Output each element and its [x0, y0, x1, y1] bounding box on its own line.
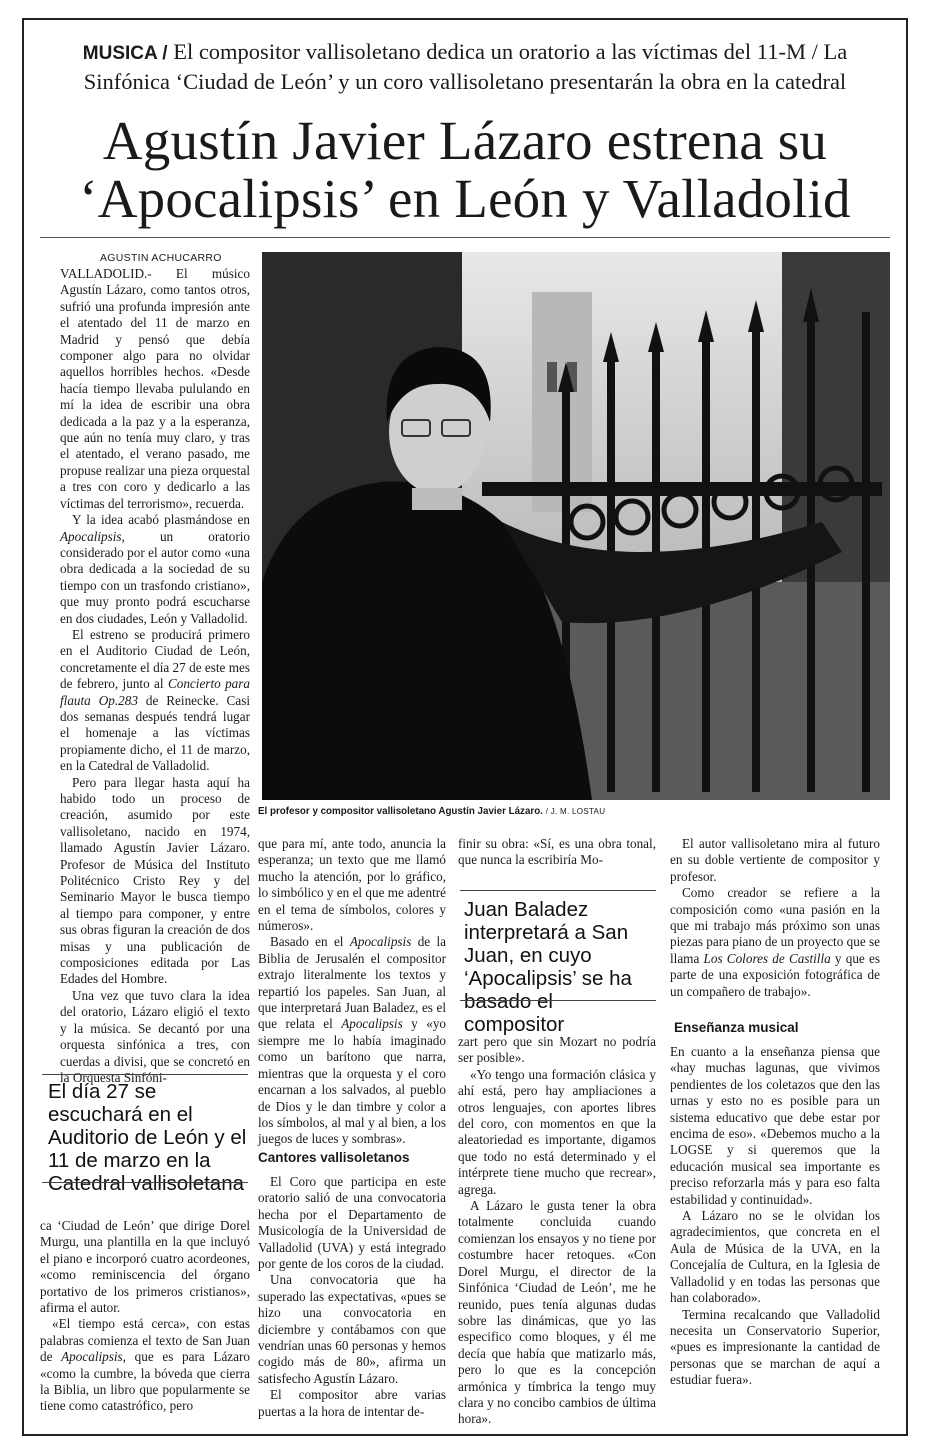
paragraph: El compositor abre varias puertas a la hora de intentar de-	[258, 1387, 446, 1419]
column-4-top	[670, 836, 880, 1000]
paragraph: VALLADOLID.- El músico Agustín Lázaro, como tantos otros, sufrió una profunda impresión ante el atentado del 11 de marzo en Madrid y pensó que debía componer algo para no olvidar aquellos horribles hechos. «Desde hacía tiempo llevaba pululando en mí la idea de escribir una obra dedicada a la paz y a la esperanza, que aún no tenía muy claro, y tras el atentado, el verano pasado, me propuse realizar una pieza orquestal a tres con coro y dedicarlo a las víctimas del terrorismo», recuerda.	[60, 266, 250, 511]
column-2-lower	[258, 1174, 446, 1420]
pullquote-rule-top	[42, 1074, 248, 1075]
paragraph: Pero para llegar hasta aquí ha habido todo un proceso de creación, asumido por este vallisoletano, nacido en 1974, llamado Agustín Javier Lázaro. Profesor de Música del Instituto Politécnico Cristo Rey y del Seminario Mayor le busca tiempo al tiempo para componer, y entre sus obras figuran la creación de dos misas y una publicación de composiciones editada por Las Edades del Hombre.	[60, 774, 250, 987]
pullquote-2: Juan Baladez interpretará a San Juan, en cuyo ‘Apocalipsis’ se ha basado el compositor	[464, 898, 632, 1036]
headline-line-2: ‘Apocalipsis’ en León y Valladolid	[79, 168, 851, 229]
section-label: MUSICA /	[82, 43, 168, 64]
paragraph: Como creador se refiere a la composición como «una pasión en la que mi trabajo más próximo son unas piezas para piano de un proyecto que se llama Los Colores de Castilla y que es parte de una exposición fotográfica de un compañero de trabajo».	[670, 885, 880, 999]
headline	[40, 112, 890, 228]
paragraph: A Lázaro no se le olvidan los agradecimientos, que concreta en el Aula de Música de la UVA, en la Concejalía de Cultura, en la Iglesia de Valladolid y en todas las personas que han colaborado».	[670, 1208, 880, 1306]
paragraph: El estreno se producirá primero en el Auditorio Ciudad de León, concretamente el día 27 de este mes de febrero, junto al Concierto para flauta Op.283 de Reinecke. Casi dos semanas después tendrá lugar el homenaje a las víctimas propiamente dicho, el 11 de marzo, en la Catedral de Valladolid.	[60, 626, 251, 774]
paragraph: que para mí, ante todo, anuncia la esperanza; un texto que me llamó mucho la atención, por lo gráfico, lo simbólico y en el que me adentré en el tema de símbolos, colores y números».	[258, 836, 446, 934]
paragraph: zart pero que sin Mozart no podría ser posible».	[458, 1034, 656, 1066]
paragraph: finir su obra: «Sí, es una obra tonal, que nunca la escribiría Mo-	[458, 836, 656, 868]
kicker	[40, 38, 890, 96]
portrait-photo	[262, 252, 890, 800]
paragraph: El autor vallisoletano mira al futuro en su doble vertiente de compositor y profesor.	[670, 836, 880, 884]
paragraph: Y la idea acabó plasmándose en Apocalipsis, un oratorio considerado por el autor como «una obra dedicada a la sociedad de su tiempo con un trasfondo cristiano», que muy pronto podrá escucharse en dos ciudades, León y Valladolid.	[60, 512, 250, 626]
portrait-image	[262, 252, 890, 800]
headline-line-1: Agustín Javier Lázaro estrena su	[102, 110, 828, 171]
headline-divider	[40, 237, 890, 238]
photo-caption: El profesor y compositor vallisoletano Agustín Javier Lázaro. / J. M. LOSTAU	[258, 806, 606, 817]
paragraph: El Coro que participa en este oratorio salió de una convocatoria hecha por el Departamento de Musicología de la Universidad de Valladolid (UVA) y está integrado por gente de los coros de la ciudad.	[258, 1174, 446, 1272]
paragraph: En cuanto a la enseñanza piensa que «hay muchas lagunas, que vivimos pendientes de los coletazos que den las urnas y esto no es posible para un sistema educativo que debe estar por encima de eso». «Debemos mucho a la LOGSE y si queremos que la educación musical sea importante es preciso reforzarla más y para eso falta estabilidad y continuidad».	[670, 1044, 880, 1207]
pullquote-1: El día 27 se escuchará en el Auditorio de León y el 11 de marzo en la Catedral vallisoletana	[48, 1080, 247, 1195]
column-4-bottom	[670, 1044, 880, 1389]
subhead-ensenanza: Enseñanza musical	[674, 1020, 799, 1035]
column-2	[258, 836, 446, 1148]
byline: AGUSTIN ACHUCARRO	[100, 252, 222, 264]
pullquote-2-rule-top	[460, 890, 656, 891]
kicker-text: El compositor vallisoletano dedica un oratorio a las víctimas del 11-M / La Sinfónica ‘Ciudad de León’ y un coro vallisoletano presentarán la obra en la catedral	[83, 39, 848, 94]
paragraph: «El tiempo está cerca», con estas palabras comienza el texto de San Juan de Apocalipsis, que es para Lázaro «como la cumbre, la bóveda que cierra la Biblia, un libro que popularmente se tiene como catastrófico, pero	[40, 1316, 250, 1414]
paragraph: Una vez que tuvo clara la idea del oratorio, Lázaro eligió el texto y la música. Se decantó por una orquesta sinfónica a tres, con cuerdas a divisi, que se concretó en la Orquesta Sinfóni-	[60, 987, 250, 1085]
paragraph: Basado en el Apocalipsis de la Biblia de Jerusalén el compositor extrajo literalmente los textos y repartió los papeles. San Juan, al que interpretará Juan Baladez, es el que relata el Apocalipsis y «yo siempre me lo había imaginado como un barítono que narra, mientras que la orquesta y el coro encarnan a los salvados, al pueblo de Dios y le dan timbre y color a los símbolos, al mal y al bien, a los juegos de luces y sombras».	[258, 934, 447, 1147]
photo-credit: / J. M. LOSTAU	[545, 807, 606, 816]
column-1-bottom	[40, 1218, 250, 1415]
pullquote-2-rule-bottom	[460, 1000, 656, 1001]
paragraph: ca ‘Ciudad de León’ que dirige Dorel Murgu, una plantilla en la que incluyó el piano e incorporó cuatro acordeones, «como reminiscencia del órgano portativo de los primeros cristianos», afirma el autor.	[40, 1218, 250, 1316]
paragraph: Termina recalcando que Valladolid necesita un Conservatorio Superior, «pues es impresionante la cantidad de personas que se marchan de aquí a estudiar fuera».	[670, 1306, 880, 1388]
column-3-bottom	[458, 1034, 656, 1428]
paragraph: A Lázaro le gusta tener la obra totalmente concluida cuando comienzan los ensayos y no tiene por costumbre hacer retoques. «Con Dorel Murgu, el director de la Sinfónica ‘Ciudad de León’, me he reunido, pues tenía algunas dudas sobre las dinámicas, que yo las especifico como bloques, y él me decía que había que matizarlo más, pero lo que es la concepción armónica y tímbrica la tengo muy clara y no concibo cambios de última hora».	[458, 1198, 656, 1427]
pullquote-rule-bottom	[42, 1182, 248, 1183]
subhead-cantores: Cantores vallisoletanos	[258, 1150, 410, 1165]
column-3-top	[458, 836, 656, 869]
paragraph: Una convocatoria que ha superado las expectativas, «pues se hizo una convocatoria en diciembre y contábamos con que vendrían unas 60 personas y hemos cogido más de 80», afirma un satisfecho Agustín Lázaro.	[258, 1272, 446, 1386]
column-1-top	[60, 266, 250, 1086]
paragraph: «Yo tengo una formación clásica y ahí está, pero hay ampliaciones a otros lenguajes, con aportes libres del coro, con momentos en que la aleatoriedad es importante, digamos que todo no está determinado y el intérprete tiene mucho que recrear», agrega.	[458, 1066, 656, 1197]
